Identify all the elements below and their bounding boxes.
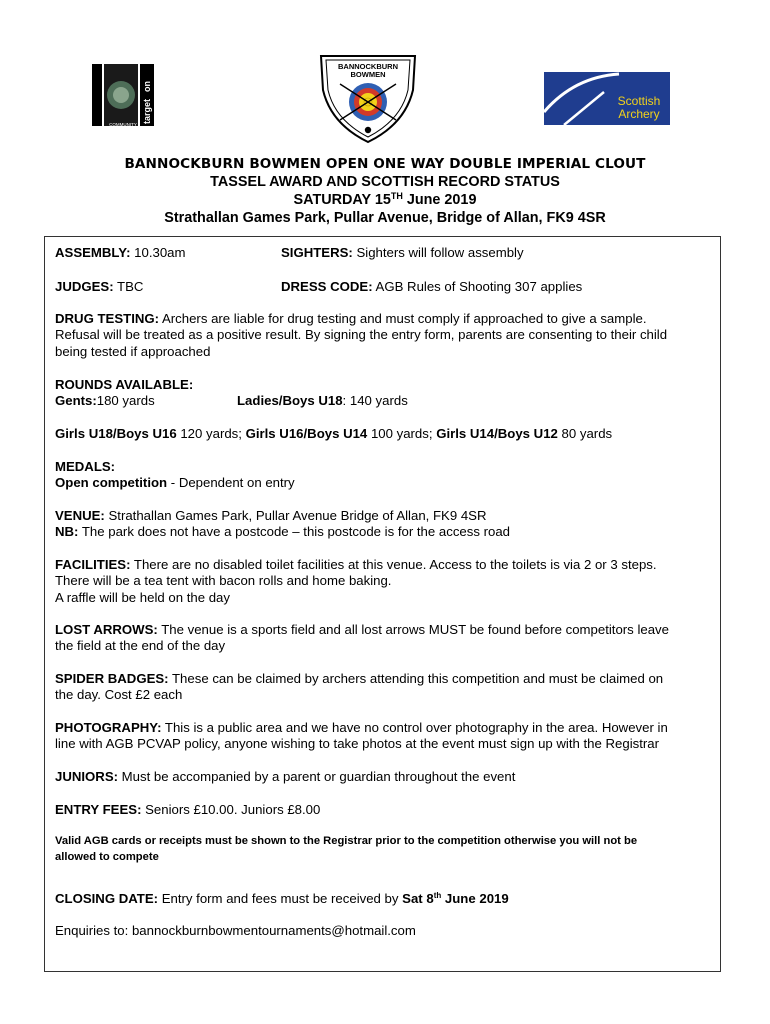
facilities-line2: There will be a tea tent with bacon rolls and home baking.	[55, 573, 392, 588]
spider-badges-line1: SPIDER BADGES: These can be claimed by archers attending this competition and must be claimed on	[55, 671, 664, 686]
lost-arrows-line2: the field at the end of the day	[55, 638, 226, 653]
spider-badges-line2: the day. Cost £2 each	[55, 687, 183, 702]
drug-testing-line2: Refusal will be treated as a positive result. By signing the entry form, parents are consenting to their child	[55, 327, 668, 342]
medals-heading: MEDALS:	[55, 459, 116, 474]
facilities-line1: FACILITIES: There are no disabled toilet facilities at this venue. Access to the toilets is via 2 or 3 steps.	[55, 557, 657, 572]
scottish-logo-line1: Scottish	[617, 94, 661, 108]
lost-arrows-line1: LOST ARROWS: The venue is a sports field and all lost arrows MUST be found before competitors leave	[55, 622, 669, 637]
scottish-logo-line2: Archery	[618, 107, 660, 121]
header-block	[0, 155, 770, 227]
bowmen-logo-line1: BANNOCKBURN	[338, 62, 398, 71]
facilities-line3: A raffle will be held on the day	[55, 590, 230, 605]
enquiries-row: Enquiries to: bannockburnbowmentournaments@hotmail.com	[55, 923, 416, 938]
ladies-round: Ladies/Boys U18: 140 yards	[237, 393, 408, 408]
photography-line1: PHOTOGRAPHY: This is a public area and we have no control over photography in the area. However in	[55, 720, 668, 735]
event-subtitle: TASSEL AWARD AND SCOTTISH RECORD STATUS	[210, 174, 560, 190]
junior-rounds: Girls U18/Boys U16 120 yards; Girls U16/Boys U14 100 yards; Girls U14/Boys U12 80 yards	[55, 426, 613, 441]
ontarget-logo-text: target	[142, 98, 152, 124]
event-title: BANNOCKBURN BOWMEN OPEN ONE WAY DOUBLE IMPERIAL CLOUT	[124, 156, 646, 172]
scottish-archery-logo	[544, 72, 670, 125]
sighters-row: SIGHTERS: Sighters will follow assembly	[281, 245, 524, 260]
open-competition: Open competition - Dependent on entry	[55, 475, 295, 490]
assembly-row: ASSEMBLY: 10.30am	[55, 245, 186, 260]
dress-code-row: DRESS CODE: AGB Rules of Shooting 307 applies	[281, 279, 583, 294]
event-venue-line: Strathallan Games Park, Pullar Avenue, Bridge of Allan, FK9 4SR	[164, 210, 606, 226]
judges-row: JUDGES: TBC	[55, 279, 144, 294]
drug-testing-line1: DRUG TESTING: Archers are liable for drug testing and must comply if approached to give a sample.	[55, 311, 647, 326]
juniors-row: JUNIORS: Must be accompanied by a parent or guardian throughout the event	[55, 769, 516, 784]
event-date: SATURDAY 15TH June 2019	[293, 191, 477, 208]
ontarget-logo-community: COMMUNITY	[109, 122, 137, 127]
venue-row: VENUE: Strathallan Games Park, Pullar Avenue Bridge of Allan, FK9 4SR	[55, 508, 487, 523]
valid-agb-line2: allowed to compete	[55, 851, 159, 863]
entry-fees-row: ENTRY FEES: Seniors £10.00. Juniors £8.00	[55, 802, 321, 817]
ontarget-logo-on: on	[142, 81, 152, 92]
valid-agb-line1: Valid AGB cards or receipts must be shown to the Registrar prior to the competition otherwise you will not be	[55, 835, 638, 847]
bannockburn-bowmen-logo	[315, 50, 421, 146]
drug-testing-line3: being tested if approached	[55, 344, 211, 359]
closing-date-row: CLOSING DATE: Entry form and fees must be received by Sat 8th June 2019	[55, 891, 509, 906]
bowmen-logo-line2: BOWMEN	[350, 70, 386, 79]
nb-row: NB: The park does not have a postcode – this postcode is for the access road	[55, 524, 510, 539]
rounds-heading: ROUNDS AVAILABLE:	[55, 377, 194, 392]
photography-line2: line with AGB PCVAP policy, anyone wishing to take photos at the event must sign up with the Registrar	[55, 736, 660, 751]
gents-round: Gents:180 yards	[55, 393, 155, 408]
ontarget-community-logo	[90, 62, 156, 128]
